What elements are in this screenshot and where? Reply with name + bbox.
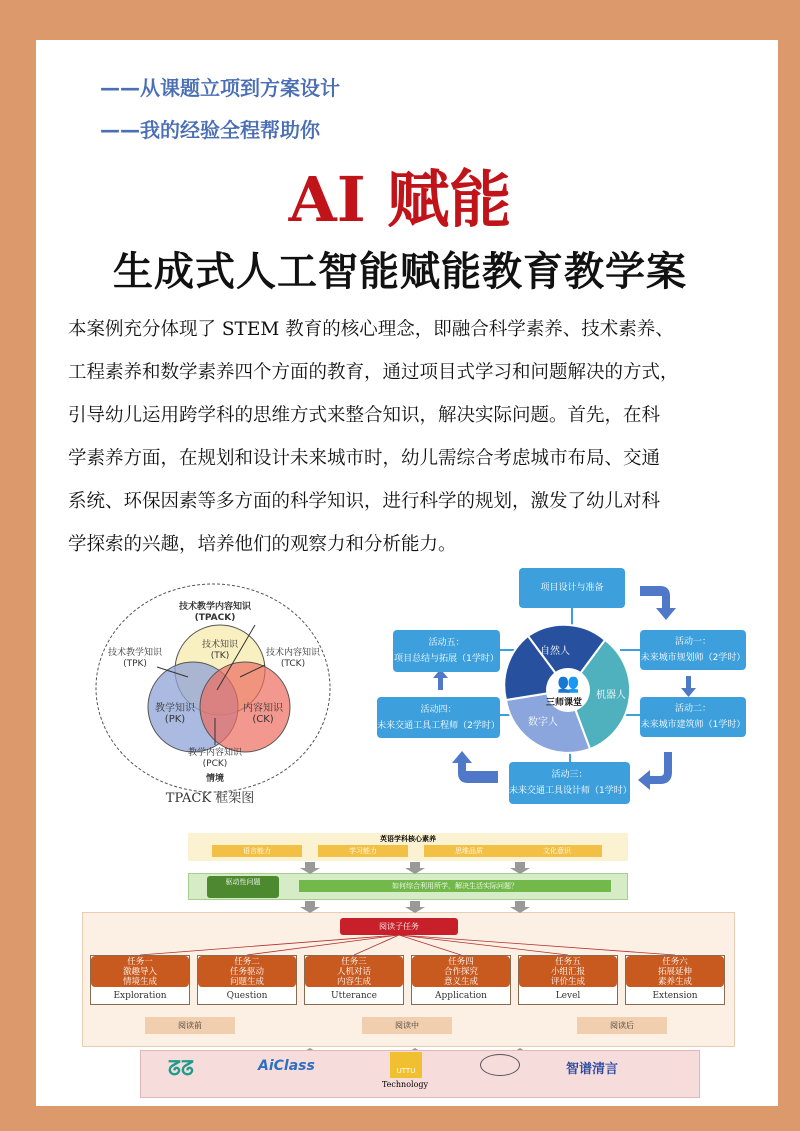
competency: 思维品质 <box>424 845 514 857</box>
flow-box-activity-5: 活动五： 项目总结与拓展（1学时） <box>393 630 500 672</box>
flow-box-activity-1: 活动一： 未来城市规划师（2学时） <box>640 630 746 670</box>
ai-title: AI 赋能 <box>288 163 512 236</box>
segment-digital: 数字人 <box>528 717 558 728</box>
phase-before: 阅读前 <box>145 1017 235 1034</box>
tpack-caption: TPACK 框架图 <box>165 791 255 806</box>
competency: 语言能力 <box>212 845 302 857</box>
phase-after: 阅读后 <box>577 1017 667 1034</box>
circle-logo-icon <box>480 1054 520 1076</box>
subtitle-2: ——我的经验全程帮助你 <box>100 118 320 142</box>
center-label: 三师课堂 <box>546 698 583 708</box>
core-literacy-title: 英语学科核心素养 <box>380 835 436 843</box>
segment-natural: 自然人 <box>540 646 570 657</box>
main-title: 生成式人工智能赋能教育教学案 <box>113 248 687 295</box>
flow-box-activity-2: 活动二： 未来城市建筑师（1学时） <box>640 697 746 737</box>
people-icon: 👥 <box>557 673 580 694</box>
flow-box-activity-3: 活动三： 未来交通工具设计师（1学时） <box>509 762 630 804</box>
body-line: 引导幼儿运用跨学科的思维方式来整合知识，解决实际问题。首先，在科 <box>68 405 661 426</box>
task-box: 任务五 小组汇报 评价生成 Level <box>518 955 618 1005</box>
technology-label: Technology <box>381 1080 429 1089</box>
competency: 学习能力 <box>318 845 408 857</box>
flow-box-prep: 项目设计与准备 <box>519 568 625 608</box>
tpk-label: 技术教学知识 (TPK) <box>107 648 162 669</box>
uttu-logo: UTTU <box>390 1052 422 1078</box>
segment-robot: 机器人 <box>596 690 626 701</box>
aiclass-logo: AiClass <box>258 1058 315 1074</box>
body-line: 学素养方面，在规划和设计未来城市时，幼儿需综合考虑城市布局、交通 <box>68 448 661 469</box>
subtitle-1: ——从课题立项到方案设计 <box>100 76 340 100</box>
competency: 文化意识 <box>512 845 602 857</box>
flow-box-activity-4: 活动四： 未来交通工具工程师（2学时） <box>377 697 500 738</box>
zhipu-logo: 智谱清言 <box>566 1062 619 1077</box>
tk-label: 技术知识 (TK) <box>201 640 238 661</box>
pck-label: 教学内容知识 (PCK) <box>187 748 242 769</box>
body-line: 学探索的兴趣，培养他们的观察力和分析能力。 <box>68 534 457 555</box>
task-box: 任务一 激趣导入 情境生成 Exploration <box>90 955 190 1005</box>
pk-label: 教学知识 (PK) <box>155 703 195 725</box>
context-label: 情境 <box>205 774 224 784</box>
tck-label: 技术内容知识 (TCK) <box>265 648 320 669</box>
task-box: 任务三 人机对话 内容生成 Utterance <box>304 955 404 1005</box>
task-box: 任务六 拓展延伸 素养生成 Extension <box>625 955 725 1005</box>
logo-icon: ᘔᘔ <box>168 1056 194 1080</box>
subtask-header: 阅读子任务 <box>340 918 458 935</box>
body-line: 本案例充分体现了 STEM 教育的核心理念，即融合科学素养、技术素养、 <box>68 319 674 340</box>
tpack-label: 技术教学内容知识 (TPACK) <box>178 602 251 623</box>
driver-question: 如何综合利用所学，解决生活实际问题？ <box>299 880 611 892</box>
body-line: 工程素养和数学素养四个方面的教育，通过项目式学习和问题解决的方式， <box>68 362 679 383</box>
ck-label: 内容知识 (CK) <box>243 703 283 725</box>
task-box: 任务二 任务驱动 问题生成 Question <box>197 955 297 1005</box>
phase-during: 阅读中 <box>362 1017 452 1034</box>
task-box: 任务四 合作探究 意义生成 Application <box>411 955 511 1005</box>
driver-label: 驱动性问题 <box>207 876 279 898</box>
body-line: 系统、环保因素等多方面的科学知识，进行科学的规划，激发了幼儿对科 <box>68 491 661 512</box>
